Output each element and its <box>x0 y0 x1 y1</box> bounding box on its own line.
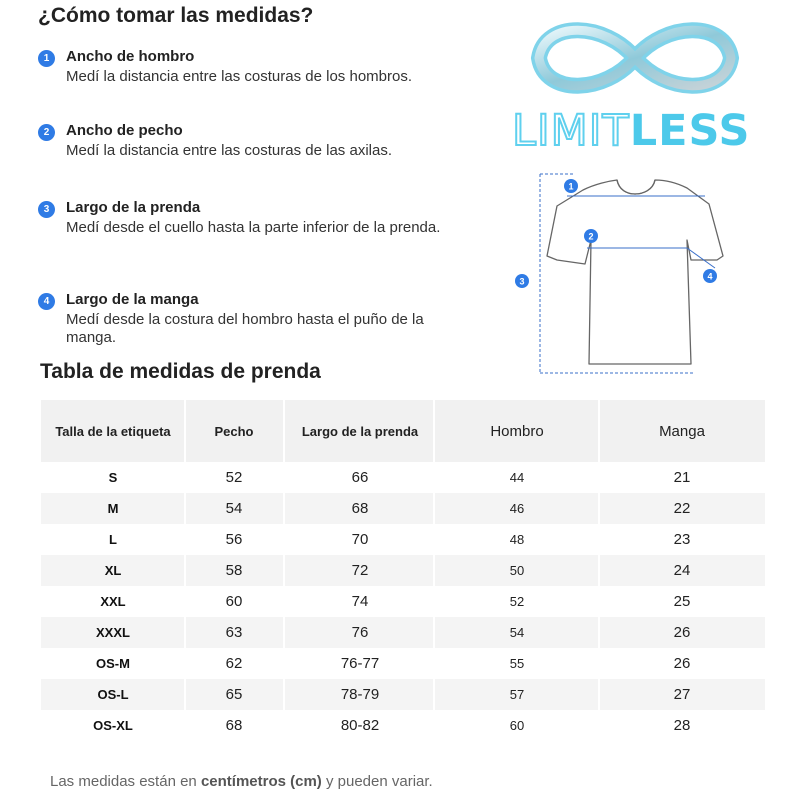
cell-chest: 62 <box>225 655 243 672</box>
step-description: Medí desde el cuello hasta la parte inferior de la prenda. <box>66 219 441 236</box>
cell-length: 80-82 <box>340 717 380 734</box>
cell-sleeve: 27 <box>673 686 691 703</box>
table-row <box>41 493 765 524</box>
table-row <box>41 648 765 679</box>
header-chest: Pecho <box>214 423 254 439</box>
svg-text:2: 2 <box>588 231 594 242</box>
cell-chest: 65 <box>225 686 243 703</box>
table-row <box>41 586 765 617</box>
step-number-badge: 4 <box>38 293 55 310</box>
cell-sleeve: 24 <box>673 562 691 579</box>
table-row <box>41 679 765 710</box>
cell-shoulder: 57 <box>509 687 525 702</box>
footer-note <box>50 773 433 790</box>
footer-unit: centímetros (cm) <box>200 773 322 790</box>
cell-shoulder: 54 <box>509 625 525 640</box>
marker-2 <box>584 229 598 243</box>
cell-size: XXXL <box>96 625 130 640</box>
cell-shoulder: 50 <box>509 563 525 578</box>
cell-size: OS-L <box>97 687 129 702</box>
table-title: Tabla de medidas de prenda <box>40 360 321 383</box>
cell-sleeve: 25 <box>673 593 691 610</box>
cell-sleeve: 28 <box>673 717 691 734</box>
cell-shoulder: 46 <box>509 501 525 516</box>
brand-logo <box>512 106 750 156</box>
step-description: Medí la distancia entre las costuras de las axilas. <box>66 142 392 159</box>
cell-length: 78-79 <box>340 686 380 703</box>
cell-length: 72 <box>351 562 369 579</box>
cell-length: 76-77 <box>340 655 380 672</box>
footer-text-end: y pueden variar. <box>321 773 433 790</box>
cell-shoulder: 48 <box>509 532 525 547</box>
step-description: Medí la distancia entre las costuras de los hombros. <box>66 68 413 85</box>
cell-size: OS-M <box>96 656 130 671</box>
cell-shoulder: 55 <box>509 656 525 671</box>
table-row <box>41 524 765 555</box>
cell-sleeve: 22 <box>673 500 691 517</box>
marker-3 <box>515 274 529 288</box>
cell-size: XXL <box>100 594 126 609</box>
cell-size: M <box>107 501 119 516</box>
cell-sleeve: 26 <box>673 655 691 672</box>
svg-text:1: 1 <box>568 181 574 192</box>
table-row <box>41 617 765 648</box>
footer-text: Las medidas están en <box>50 773 201 790</box>
step-number-badge: 1 <box>38 50 55 67</box>
table-row <box>41 462 765 493</box>
cell-chest: 63 <box>225 624 243 641</box>
header-size-label: Talla de la etiqueta <box>55 423 171 439</box>
cell-size: XL <box>104 563 122 578</box>
cell-sleeve: 21 <box>673 469 691 486</box>
cell-chest: 68 <box>225 717 243 734</box>
cell-size: S <box>108 470 118 485</box>
cell-size: L <box>109 532 117 547</box>
size-table <box>41 400 765 738</box>
table-row <box>41 710 765 741</box>
cell-chest: 58 <box>225 562 243 579</box>
marker-1 <box>564 179 578 193</box>
cell-chest: 56 <box>225 531 243 548</box>
cell-chest: 60 <box>225 593 243 610</box>
step-title: Ancho de pecho <box>66 122 183 139</box>
infinity-icon <box>525 12 745 104</box>
svg-text:4: 4 <box>707 271 713 282</box>
cell-chest: 52 <box>225 469 243 486</box>
cell-length: 68 <box>351 500 369 517</box>
cell-length: 70 <box>351 531 369 548</box>
cell-sleeve: 26 <box>673 624 691 641</box>
brand-logo-part-1: LIMIT <box>512 106 630 156</box>
table-row <box>41 555 765 586</box>
cell-length: 66 <box>351 469 369 486</box>
table-header <box>41 400 765 462</box>
step-title: Ancho de hombro <box>66 48 195 65</box>
step-title: Largo de la prenda <box>66 199 201 216</box>
cell-size: OS-XL <box>93 718 133 733</box>
header-sleeve: Manga <box>659 422 705 440</box>
step-number-badge: 2 <box>38 124 55 141</box>
marker-4 <box>703 269 717 283</box>
t-shirt-diagram <box>505 168 735 378</box>
cell-shoulder: 44 <box>509 470 525 485</box>
howto-title: ¿Cómo tomar las medidas? <box>38 4 314 27</box>
cell-chest: 54 <box>225 500 243 517</box>
svg-text:3: 3 <box>519 276 525 287</box>
step-description: Medí desde la costura del hombro hasta el puño de la manga. <box>66 311 424 346</box>
cell-shoulder: 60 <box>509 718 525 733</box>
cell-length: 76 <box>351 624 369 641</box>
cell-sleeve: 23 <box>673 531 691 548</box>
header-shoulder: Hombro <box>490 422 544 440</box>
brand-logo-part-2: LESS <box>629 106 751 156</box>
header-garment-length: Largo de la prenda <box>301 423 419 439</box>
cell-shoulder: 52 <box>509 594 525 609</box>
t-shirt-icon <box>547 180 723 364</box>
step-title: Largo de la manga <box>66 291 199 308</box>
step-number-badge: 3 <box>38 201 55 218</box>
cell-length: 74 <box>351 593 369 610</box>
